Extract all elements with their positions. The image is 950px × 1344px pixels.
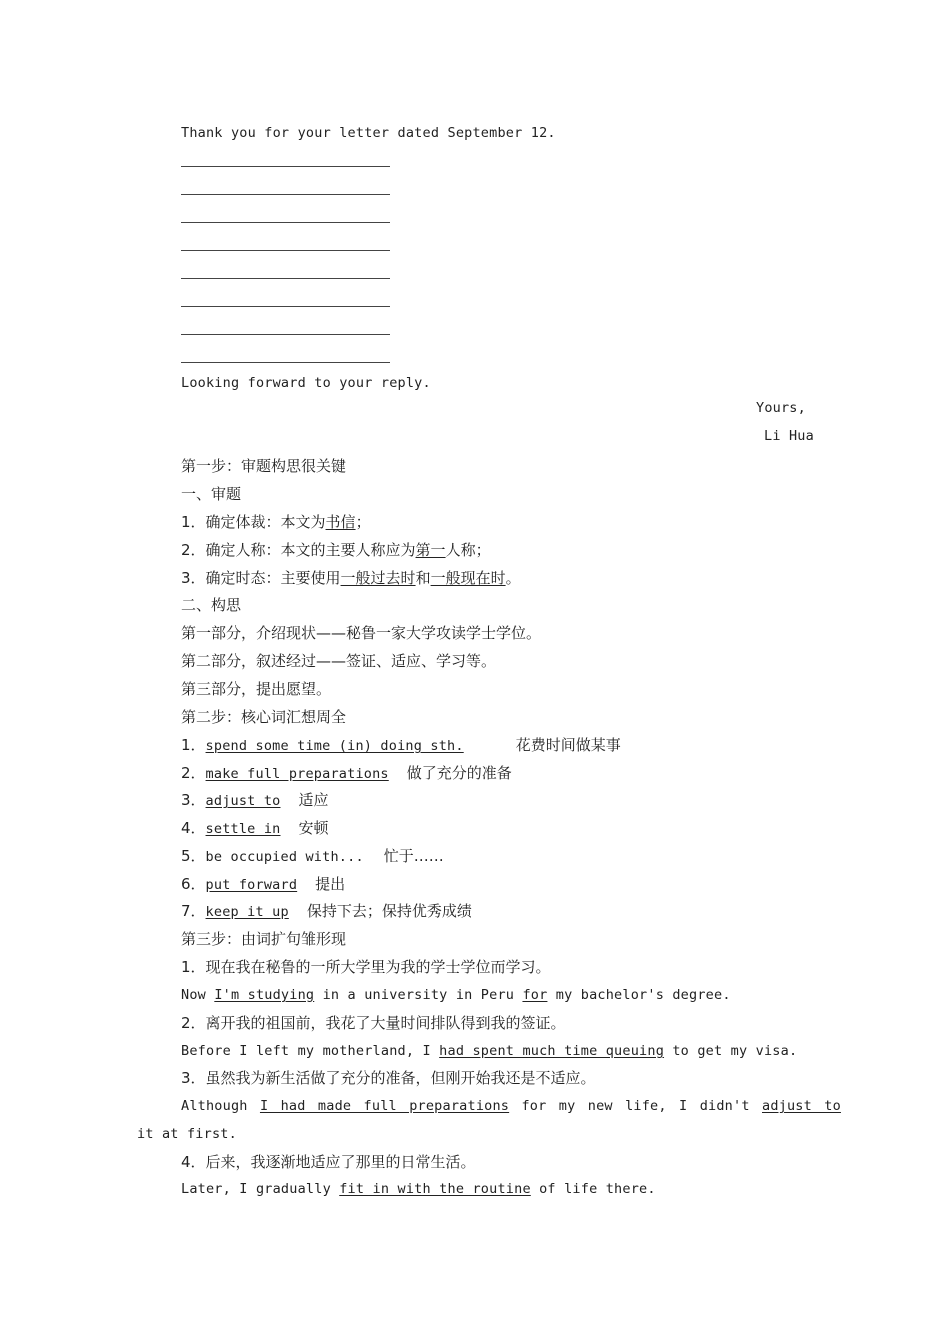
letter-signoff: Yours, [756,400,806,416]
step3-title: 第三步：由词扩句雏形现 [181,930,347,948]
letter-closing: Looking forward to your reply. [181,375,431,391]
sentence-prompt: 4．后来，我逐渐地适应了那里的日常生活。 [181,1153,476,1171]
answer-blank-line [181,194,390,195]
outline-part: 第二部分，叙述经过——签证、适应、学习等。 [181,652,497,670]
step1-section-heading: 一、审题 [181,485,242,503]
answer-blank-line [181,222,390,223]
sentence-answer: Before I left my motherland, I had spent much time queuing to get my visa. [181,1043,798,1059]
sentence-prompt: 2．离开我的祖国前，我花了大量时间排队得到我的签证。 [181,1014,566,1032]
vocab-item: 5．be occupied with... 忙于…… [181,847,444,865]
step1-person-item: 2．确定人称：本文的主要人称应为第一人称； [181,541,491,559]
sentence-prompt: 3．虽然我为新生活做了充分的准备，但刚开始我还是不适应。 [181,1069,596,1087]
step1-genre-item: 1．确定体裁：本文为书信； [181,513,371,531]
step1-tense-item: 3．确定时态：主要使用一般过去时和一般现在时。 [181,569,521,587]
outline-part: 第一部分，介绍现状——秘鲁一家大学攻读学士学位。 [181,624,542,642]
answer-blank-line [181,250,390,251]
answer-blank-line [181,278,390,279]
vocab-item: 4．settle in 安顿 [181,819,329,837]
answer-blank-line [181,306,390,307]
vocab-item: 1．spend some time (in) doing sth. 花费时间做某事 [181,736,621,754]
vocab-item: 6．put forward 提出 [181,875,346,893]
answer-blank-line [181,362,390,363]
step1-title: 第一步：审题构思很关键 [181,457,347,475]
vocab-item: 7．keep it up 保持下去；保持优秀成绩 [181,902,472,920]
sentence-answer: Later, I gradually fit in with the routine of life there. [181,1181,656,1197]
letter-signature: Li Hua [764,428,814,444]
sentence-answer: Although I had made full preparations for my new life, I didn't adjust to [181,1098,841,1114]
letter-opening: Thank you for your letter dated September 12. [181,125,556,141]
vocab-item: 3．adjust to 适应 [181,791,329,809]
answer-blank-line [181,334,390,335]
step1-section-heading: 二、构思 [181,596,242,614]
sentence-answer: Now I'm studying in a university in Peru for my bachelor's degree. [181,987,731,1003]
sentence-prompt: 1．现在我在秘鲁的一所大学里为我的学士学位而学习。 [181,958,551,976]
step2-title: 第二步：核心词汇想周全 [181,708,347,726]
sentence-answer-continued: it at first. [137,1126,237,1142]
outline-part: 第三部分，提出愿望。 [181,680,332,698]
answer-blank-line [181,166,390,167]
vocab-item: 2．make full preparations 做了充分的准备 [181,764,512,782]
